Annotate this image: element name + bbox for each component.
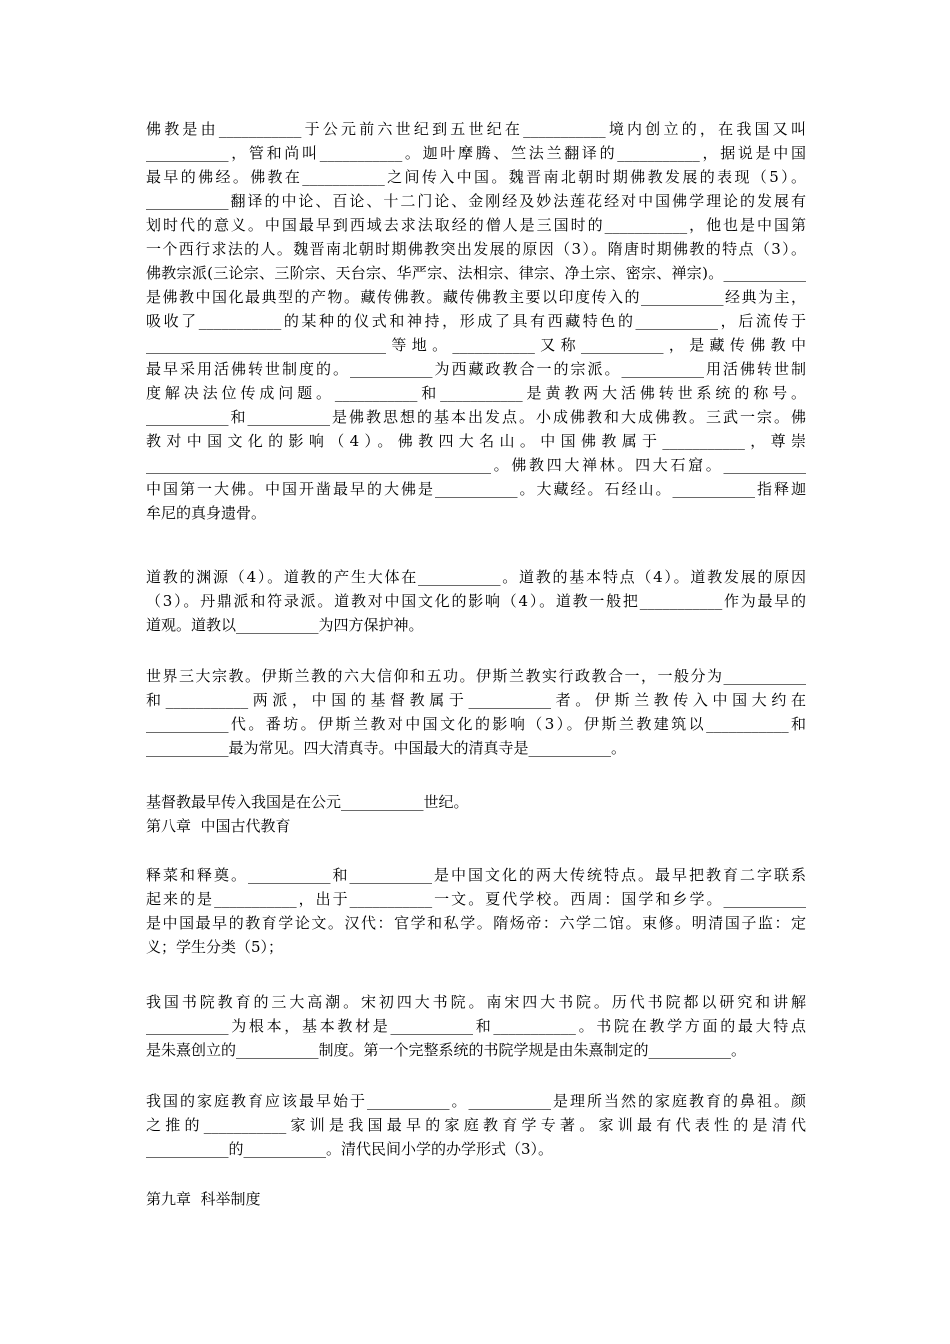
text-line: 起来的是___________，出于___________一文。夏代学校。西周：国学和乡学。___________ [146,890,806,908]
text-line: 划时代的意义。中国最早到西域去求法取经的僧人是三国时的___________，他也是中国第 [146,216,806,234]
text-line: 最早的佛经。佛教在___________之间传入中国。魏晋南北朝时期佛教发展的表现（5）。 [146,168,806,186]
text-line: ________________________________等地。___________又称___________，是藏传佛教中 [146,336,806,354]
chapter-heading: 第九章 科举制度 [146,1190,261,1208]
text-line: 度解决法位传成问题。___________和___________是黄教两大活佛转世系统的称号。 [146,384,806,402]
text-line: 教对中国文化的影响（4）。佛教四大名山。中国佛教属于___________，尊崇 [146,432,806,450]
chapter-heading: 第八章 中国古代教育 [146,817,291,835]
text-line: ______________________________________________。佛教四大禅林。四大石窟。___________ [146,456,806,474]
text-line: 我国书院教育的三大高潮。宋初四大书院。南宋四大书院。历代书院都以研究和讲解 [146,993,806,1011]
text-line: 释菜和释奠。___________和___________是中国文化的两大传统特点。最早把教育二字联系 [146,866,806,884]
text-line: 之推的___________家训是我国最早的家庭教育学专著。家训最有代表性的是清代 [146,1116,806,1134]
text-line: 是佛教中国化最典型的产物。藏传佛教。藏传佛教主要以印度传入的___________经典为主， [146,288,806,306]
text-line: ___________代。番坊。伊斯兰教对中国文化的影响（3）。伊斯兰教建筑以___________和 [146,715,806,733]
text-line: 我国的家庭教育应该最早始于___________。___________是理所当然的家庭教育的鼻祖。颜 [146,1092,806,1110]
text-line: 牟尼的真身遗骨。 [146,504,267,522]
text-line: 是中国最早的教育学论文。汉代：官学和私学。隋炀帝：六学二馆。束修。明清国子监：定 [146,914,806,932]
text-line: ___________最为常见。四大清真寺。中国最大的清真寺是___________。 [146,739,627,757]
text-line: 道观。道教以___________为四方保护神。 [146,616,424,634]
text-line: 吸收了___________的某种的仪式和神持，形成了具有西藏特色的___________，后流传于 [146,312,806,330]
text-line: 道教的渊源（4）。道教的产生大体在___________。道教的基本特点（4）。道教发展的原因 [146,568,806,586]
text-line: 和___________两派，中国的基督教属于___________者。伊斯兰教传入中国大约在 [146,691,806,709]
text-line: 佛教宗派(三论宗、三阶宗、天台宗、华严宗、法相宗、律宗、净土宗、密宗、禅宗)。___________ [146,264,806,282]
text-line: ___________，管和尚叫___________。迦叶摩腾、竺法兰翻译的___________，据说是中国 [146,144,806,162]
text-line: ___________的___________。清代民间小学的办学形式（3）。 [146,1140,554,1158]
text-line: 佛教是由___________于公元前六世纪到五世纪在___________境内创立的，在我国又叫 [146,120,806,138]
text-line: 世界三大宗教。伊斯兰教的六大信仰和五功。伊斯兰教实行政教合一，一般分为___________ [146,667,806,685]
text-line: 一个西行求法的人。魏晋南北朝时期佛教突出发展的原因（3）。隋唐时期佛教的特点（3）。 [146,240,806,258]
christianity-line: 基督教最早传入我国是在公元___________世纪。 [146,793,469,811]
text-line: ___________为根本，基本教材是___________和___________。书院在教学方面的最大特点 [146,1017,806,1035]
text-line: 义；学生分类（5）； [146,938,284,956]
text-line: （3）。丹鼎派和符录派。道教对中国文化的影响（4）。道教一般把___________作为最早的 [146,592,806,610]
text-line: ___________和___________是佛教思想的基本出发点。小成佛教和大成佛教。三武一宗。佛 [146,408,806,426]
text-line: 中国第一大佛。中国开凿最早的大佛是___________。大藏经。石经山。___________指释迦 [146,480,806,498]
text-line: ___________翻译的中论、百论、十二门论、金刚经及妙法莲花经对中国佛学理论的发展有 [146,192,806,210]
text-line: 最早采用活佛转世制度的。___________为西藏政教合一的宗派。___________用活佛转世制 [146,360,806,378]
text-line: 是朱熹创立的___________制度。第一个完整系统的书院学规是由朱熹制定的___________。 [146,1041,747,1059]
